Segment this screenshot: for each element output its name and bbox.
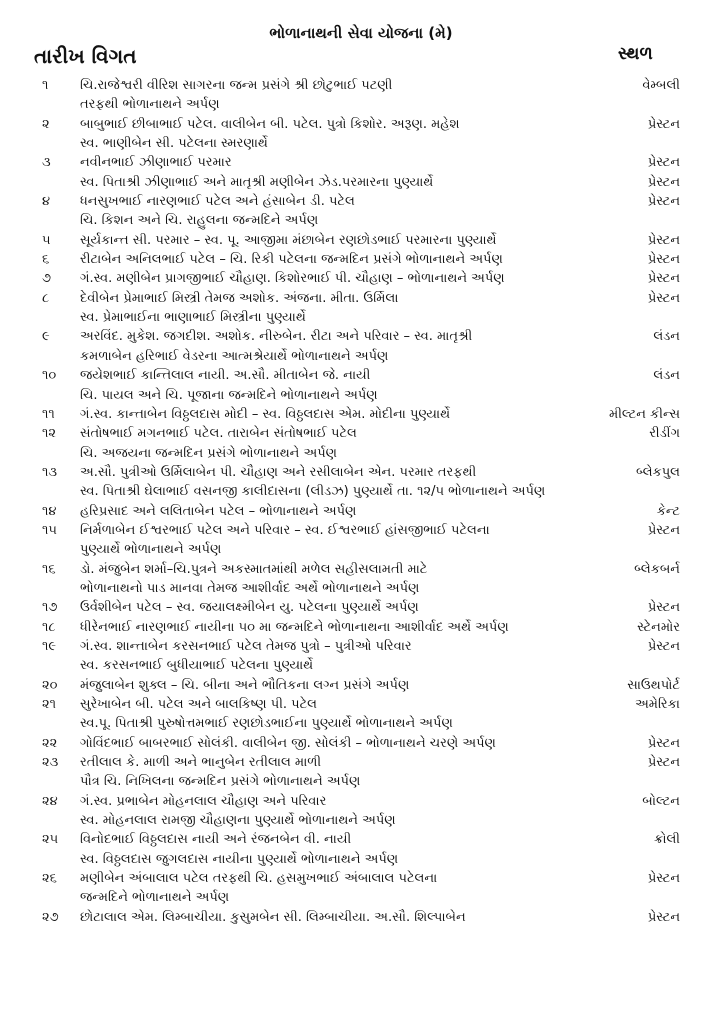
entry-line: [0, 869, 722, 888]
entry-text: ધનસુખભાઈ નારણભાઈ પટેલ અને હંસાબેન ડી. પટેલ: [80, 194, 355, 210]
entry-number: ૨૬: [42, 871, 57, 887]
entry-text: જન્મદિને ભોળાનાથને અર્પણ: [80, 890, 230, 906]
entry-text: નવીનભાઈ ઝીણાભાઈ પરમાર: [80, 155, 232, 171]
list-item: [0, 695, 722, 734]
entry-place: પ્રેસ્ટન: [647, 271, 680, 287]
entry-number: ૧૨: [42, 426, 57, 442]
list-item: [0, 676, 722, 695]
list-item: [0, 366, 722, 405]
entry-text: અ.સૌ. પુત્રીઓ ઉર્મિલાબેન પી. ચૌહાણ અને રસીલાબેન એન. પરમાર તરફથી: [80, 464, 477, 480]
entry-line: [0, 560, 722, 579]
entry-text: ગં.સ્વ. પ્રભાબેન મોહનલાલ ચૌહાણ અને પરિવાર: [80, 793, 327, 809]
entry-number: ૨૩: [42, 755, 59, 771]
list-item: [0, 618, 722, 637]
list-item: [0, 753, 722, 792]
entry-text: ભોળાનાથનો પાડ માનવા તેમજ આશીર્વાદ અર્થે ભોળાનાથને અર્પણ: [80, 580, 420, 596]
list-item: [0, 192, 722, 231]
entry-continuation-line: [0, 579, 722, 598]
entry-place: સ્ટેનમોર: [637, 619, 680, 635]
entry-text: ગં.સ્વ. મણીબેન પ્રાગજીભાઈ ચૌહાણ. કિશોરભાઈ પી. ચૌહાણ – ભોળાનાથને અર્પણ: [80, 271, 505, 287]
entry-text: રીટાબેન અનિલભાઈ પટેલ – ચિ. રિકી પટેલના જન્મદિન પ્રસંગે ભોળાનાથને અર્પણ: [80, 252, 503, 268]
entry-number: ૨૭: [42, 909, 59, 925]
entry-line: [0, 521, 722, 540]
entry-continuation-line: [0, 850, 722, 869]
entry-number: ૧૦: [42, 368, 57, 384]
entry-number: ૮: [42, 290, 50, 306]
entry-text: સ્વ. ભાણીબેન સી. પટેલના સ્મરણાર્થે: [80, 136, 268, 152]
entry-line: [0, 695, 722, 714]
entry-continuation-line: [0, 888, 722, 907]
entry-continuation-line: [0, 482, 722, 501]
entry-text: ડો. મંજુબેન શર્મા–ચિ.પુત્રને અકસ્માતમાંથી મળેલ સહીસલામતી માટે: [80, 561, 428, 577]
entry-text: સ્વ. પ્રેમાભાઈના ભાણાભાઈ મિસ્ત્રીના પુણ્યાર્થે: [80, 310, 306, 326]
entry-text: નિર્મળાબેન ઈશ્વરભાઈ પટેલ અને પરિવાર – સ્વ. ઈશ્વરભાઈ હાંસજીભાઈ પટેલના: [80, 522, 490, 538]
entry-text: કમળાબેન હરિભાઈ વેડરના આત્મશ્રેયાર્થે ભોળાનાથને અર્પણ: [80, 348, 389, 364]
entry-text: સુરેખાબેન બી. પટેલ અને બાલકિષ્ણ પી. પટેલ: [80, 697, 318, 712]
entry-text: સ્વ. મોહનલાલ રામજી ચૌહાણના પુણ્યાર્થે ભોળાનાથને અર્પણ: [80, 813, 396, 829]
entry-number: ૧૩: [42, 464, 58, 480]
entry-line: [0, 753, 722, 772]
header-date-detail: તારીખ વિગત: [34, 44, 137, 68]
entry-text: ગોવિંદભાઈ બાબરભાઈ સોલંકી. વાલીબેન જી. સોલંકી – ભોળાનાથને ચરણે અર્પણ: [80, 735, 496, 751]
entry-text: સ્વ. પિતાશ્રી ઝીણાભાઈ અને માતૃશ્રી મણીબેન ઝેડ.પરમારના પુણ્યાર્થે: [80, 174, 434, 190]
entries-list: [0, 76, 722, 927]
list-item: [0, 463, 722, 502]
entry-line: [0, 405, 722, 424]
entry-text: વિનોદભાઈ વિઠ્ઠલદાસ નાયી અને રંજનબેન વી. નાયી: [80, 832, 352, 848]
entry-line: [0, 366, 722, 385]
entry-number: ૨: [42, 116, 50, 132]
entry-line: [0, 618, 722, 637]
page-title: ભોળાનાથની સેવા યોજના (મે): [269, 24, 453, 42]
entry-place: મીલ્ટન કીન્સ: [609, 406, 680, 422]
entry-text: સ્વ. વિઠ્ઠલદાસ જુગલદાસ નાયીના પુણ્યાર્થે ભોળાનાથને અર્પણ: [80, 851, 399, 867]
entry-place: બોલ્ટન: [642, 793, 680, 809]
entry-text: બાબુભાઈ છીબાભાઈ પટેલ. વાલીબેન બી. પટેલ. પુત્રો કિશોર. અરૂણ. મહેશ: [80, 116, 460, 132]
entry-text: મણીબેન અંબાલાલ પટેલ તરફથી ચિ. હસમુખભાઈ અંબાલાલ પટેલના: [80, 871, 438, 887]
entry-line: [0, 231, 722, 250]
entry-number: ૫: [42, 232, 51, 248]
entry-place: લંડન: [653, 368, 680, 384]
list-item: [0, 792, 722, 831]
entry-continuation-line: [0, 308, 722, 327]
list-item: [0, 231, 722, 250]
entry-number: ૧: [42, 78, 49, 93]
entry-continuation-line: [0, 772, 722, 791]
entry-number: ૨૧: [42, 697, 57, 712]
entry-line: [0, 192, 722, 211]
entry-continuation-line: [0, 211, 722, 230]
entry-continuation-line: [0, 95, 722, 114]
list-item: [0, 115, 722, 154]
entry-text: સ્વ. કરસનભાઈ બુધીયાભાઈ પટેલના પુણ્યાર્થે: [80, 658, 314, 674]
entry-line: [0, 637, 722, 656]
entry-place: પ્રેસ્ટન: [647, 638, 680, 654]
list-item: [0, 869, 722, 908]
entry-number: ૧૧: [42, 406, 55, 422]
entry-continuation-line: [0, 444, 722, 463]
entry-place: પ્રેસ્ટન: [647, 522, 680, 538]
entry-place: ક્રોલી: [654, 832, 680, 848]
entry-text: સૂર્યકાન્ત સી. પરમાર – સ્વ. પૂ. આજીમા મંછાબેન રણછોડભાઈ પરમારના પુણ્યાર્થે: [80, 232, 497, 248]
entry-line: [0, 830, 722, 849]
entry-text: સ્વ.પૂ. પિતાશ્રી પુરુષોત્તમભાઈ રણછોડભાઈના પુણ્યાર્થે ભોળાનાથને અર્પણ: [80, 716, 453, 732]
list-item: [0, 327, 722, 366]
entry-number: ૭: [42, 271, 52, 287]
entry-place: પ્રેસ્ટન: [647, 871, 680, 887]
entry-line: [0, 463, 722, 482]
entry-number: ૩: [42, 155, 51, 171]
entry-place: રીડીંગ: [649, 426, 680, 442]
entry-text: સ્વ. પિતાશ્રી ઘેલાભાઈ વસનજી કાલીદાસના (લીડઝ) પુણ્યાર્થે તા. ૧૨/૫ ભોળાનાથને અર્પણ: [80, 484, 546, 500]
entry-place: પ્રેસ્ટન: [647, 600, 680, 616]
entry-number: ૧૮: [42, 619, 56, 635]
entry-text: અરવિંદ. મુકેશ. જગદીશ. અશોક. નીરુબેન. રીટા અને પરિવાર – સ્વ. માતૃશ્રી: [80, 329, 473, 345]
entry-place: લંડન: [653, 329, 680, 345]
list-item: [0, 521, 722, 560]
entry-number: ૬: [42, 252, 50, 268]
entry-place: પ્રેસ્ટન: [647, 194, 680, 210]
entry-place: સાઉથપોર્ટ: [627, 677, 680, 693]
entry-number: ૨૪: [42, 793, 58, 809]
entry-place: પ્રેસ્ટન: [647, 174, 680, 190]
entry-number: ૧૫: [42, 522, 57, 538]
list-item: [0, 560, 722, 599]
list-item: [0, 830, 722, 869]
entry-place: કેન્ટ: [656, 503, 680, 519]
list-item: [0, 598, 722, 617]
entry-text: જયેશભાઈ કાન્તિલાલ નાયી. અ.સૌ. મીતાબેન જે. નાયી: [80, 368, 371, 384]
entry-text: દેવીબેન પ્રેમાભાઈ મિસ્ત્રી તેમજ અશોક. અંજના. મીતા. ઉર્મિલા: [80, 290, 399, 306]
entry-text: ચિ. અજયના જન્મદિન પ્રસંગે ભોળાનાથને અર્પણ: [80, 445, 337, 461]
entry-text: હરિપ્રસાદ અને લલિતાબેન પટેલ – ભોળાનાથને અર્પણ: [80, 503, 357, 519]
list-item: [0, 908, 722, 927]
entry-continuation-line: [0, 714, 722, 733]
entry-place: પ્રેસ્ટન: [647, 116, 680, 132]
entry-continuation-line: [0, 811, 722, 830]
entry-text: સંતોષભાઈ મગનભાઈ પટેલ. તારાબેન સંતોષભાઈ પટેલ: [80, 426, 357, 442]
entry-line: [0, 289, 722, 308]
entry-number: ૧૪: [42, 503, 57, 519]
entry-number: ૨૨: [42, 735, 58, 751]
entry-continuation-line: [0, 347, 722, 366]
entry-line: [0, 502, 722, 521]
list-item: [0, 405, 722, 424]
entry-place: પ્રેસ્ટન: [647, 290, 680, 306]
entry-text: ચિ. કિશન અને ચિ. રાહુલના જન્મદિને અર્પણ: [80, 213, 319, 229]
entry-number: ૨૦: [42, 677, 58, 693]
entry-number: ૧૬: [42, 561, 56, 577]
entry-continuation-line: [0, 386, 722, 405]
entry-place: બ્લેકપુલ: [636, 464, 680, 480]
entry-line: [0, 173, 722, 192]
entry-number: ૪: [42, 194, 51, 210]
entry-text: ઉર્વશીબેન પટેલ – સ્વ. જયાલક્ષ્મીબેન યુ. પટેલના પુણ્યાર્થે અર્પણ: [80, 600, 419, 616]
list-item: [0, 153, 722, 172]
entry-line: [0, 908, 722, 927]
entry-place: પ્રેસ્ટન: [647, 909, 680, 925]
entry-place: વેમ્બલી: [642, 78, 680, 93]
entry-line: [0, 153, 722, 172]
entry-place: પ્રેસ્ટન: [647, 755, 680, 771]
list-item: [0, 289, 722, 328]
list-item: [0, 76, 722, 115]
entry-place: પ્રેસ્ટન: [647, 155, 680, 171]
entry-line: [0, 327, 722, 346]
entry-text: તરફથી ભોળાનાથને અર્પણ: [80, 97, 220, 113]
entry-text: મંજુલાબેન શુક્લ – ચિ. બીના અને ભૌતિકના લગ્ન પ્રસંગે અર્પણ: [80, 677, 410, 693]
list-item: [0, 424, 722, 463]
header-place: સ્થળ: [618, 44, 653, 64]
entry-place: બ્લેકબર્ન: [634, 561, 680, 577]
entry-line: [0, 792, 722, 811]
list-item: [0, 637, 722, 676]
entry-line: [0, 598, 722, 617]
entry-text: ધીરેનભાઈ નારણભાઈ નાયીના ૫૦ મા જન્મદિને ભોળાનાથના આશીર્વાદ અર્થે અર્પણ: [80, 619, 509, 635]
entry-line: [0, 676, 722, 695]
entry-text: ગં.સ્વ. કાન્તાબેન વિઠ્ઠલદાસ મોદી – સ્વ. વિઠ્ઠલદાસ એમ. મોદીના પુણ્યાર્થે: [80, 406, 451, 422]
entry-text: છોટાલાલ એમ. લિમ્બાચીયા. કુસુમબેન સી. લિમ્બાચીયા. અ.સૌ. શિલ્પાબેન: [80, 909, 466, 925]
list-item: [0, 269, 722, 288]
entry-number: ૯: [42, 329, 50, 345]
entry-line: [0, 424, 722, 443]
entry-line: [0, 250, 722, 269]
entry-text: રતીલાલ કે. માળી અને ભાનુબેન રતીલાલ માળી: [80, 755, 322, 771]
entry-line: [0, 115, 722, 134]
list-item: [0, 734, 722, 753]
entry-number: ૧૯: [42, 638, 57, 654]
entry-number: ૨૫: [42, 832, 59, 848]
entry-number: ૧૭: [42, 600, 58, 616]
list-item: [0, 250, 722, 269]
entry-place: પ્રેસ્ટન: [647, 735, 680, 751]
entry-place: અમેરિકા: [635, 697, 680, 712]
entry-line: [0, 76, 722, 95]
entry-text: પુણ્યાર્થે ભોળાનાથને અર્પણ: [80, 542, 222, 558]
entry-line: [0, 269, 722, 288]
list-item: [0, 502, 722, 521]
entry-place: પ્રેસ્ટન: [647, 232, 680, 248]
entry-place: પ્રેસ્ટન: [647, 252, 680, 268]
entry-continuation-line: [0, 540, 722, 559]
entry-text: ચિ. પાયલ અને ચિ. પૂજાના જન્મદિને ભોળાનાથને અર્પણ: [80, 387, 378, 403]
list-item: [0, 173, 722, 192]
entry-continuation-line: [0, 656, 722, 675]
entry-text: ચિ.રાજેશ્વરી વીરિશ સાગરના જન્મ પ્રસંગે શ્રી છોટુભાઈ પટણી: [80, 78, 393, 93]
entry-text: ગં.સ્વ. શાન્તાબેન કરસનભાઈ પટેલ તેમજ પુત્રો – પુત્રીઓ પરિવાર: [80, 638, 412, 654]
entry-line: [0, 734, 722, 753]
entry-continuation-line: [0, 134, 722, 153]
entry-text: પૌત્ર ચિ. નિખિલના જન્મદિન પ્રસંગે ભોળાનાથને અર્પણ: [80, 774, 361, 790]
